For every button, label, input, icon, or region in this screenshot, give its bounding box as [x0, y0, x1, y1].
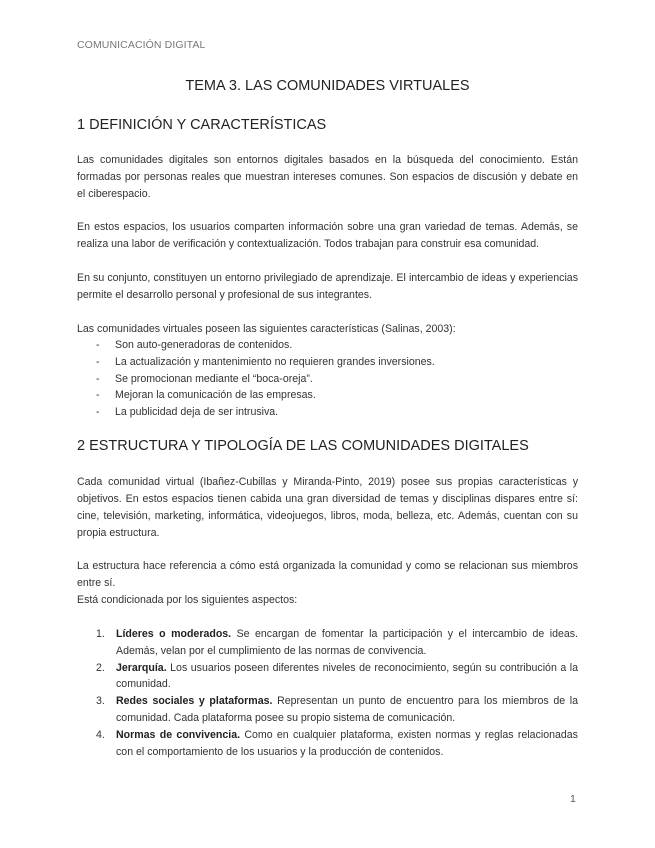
running-header: COMUNICACIÓN DIGITAL	[77, 39, 206, 51]
list-item	[77, 337, 578, 354]
section-2-paragraph-3: Está condicionada por los siguientes aspectos:	[77, 594, 298, 606]
numbered-item	[77, 626, 578, 660]
section-2-heading: 2 ESTRUCTURA Y TIPOLOGÍA DE LAS COMUNIDADES DIGITALES	[77, 438, 529, 454]
bullet-dash: -	[96, 372, 100, 385]
numbered-item	[77, 727, 578, 761]
numbered-item	[77, 693, 578, 727]
structure-aspects-list	[77, 626, 578, 760]
characteristics-list	[77, 337, 578, 421]
section-1-paragraph-4: Las comunidades virtuales poseen las siguientes características (Salinas, 2003):	[77, 323, 456, 335]
list-item-text: La actualización y mantenimiento no requieren grandes inversiones.	[115, 355, 435, 368]
item-number: 4.	[96, 728, 105, 741]
bullet-dash: -	[96, 406, 100, 419]
item-number: 3.	[96, 695, 105, 708]
section-2-paragraph-2: La estructura hace referencia a cómo está organizada la comunidad y como se relacionan sus miembros entre sí.	[77, 560, 578, 589]
section-2-paragraph-1: Cada comunidad virtual (Ibañez-Cubillas y Miranda-Pinto, 2019) posee sus propias características y objetivos. En estos espacios tienen cabida una gran diversidad de temas y disciplinas dispares entre sí: cine, televisión, marketing, informática, videojuegos, libros, moda, belleza, etc. Además, cuentan con su propia estructura.	[77, 476, 578, 539]
list-item	[77, 404, 578, 421]
item-number: 1.	[96, 628, 105, 640]
list-item	[77, 354, 578, 371]
section-1-paragraph-1: Las comunidades digitales son entornos digitales basados en la búsqueda del conocimiento. Están formadas por personas reales que muestran intereses comunes. Son espacios de discusión y debate en el ciberespacio.	[77, 154, 578, 200]
section-1-paragraph-3: En su conjunto, constituyen un entorno privilegiado de aprendizaje. El intercambio de ideas y experiencias permite el desarrollo personal y profesional de sus integrantes.	[77, 272, 578, 301]
bullet-dash: -	[96, 389, 100, 402]
document-title: TEMA 3. LAS COMUNIDADES VIRTUALES	[185, 78, 470, 94]
item-term: Redes sociales y plataformas.	[116, 695, 273, 708]
item-text: Se encargan de fomentar la participación y el intercambio de ideas. Además, velan por el cumplimiento de las normas de convivencia.	[116, 628, 578, 657]
list-item-text: La publicidad deja de ser intrusiva.	[115, 406, 279, 419]
list-item-text: Se promocionan mediante el “boca-oreja”.	[115, 372, 313, 385]
item-term: Jerarquía.	[116, 661, 167, 674]
item-text: Representan un punto de encuentro para los miembros de la comunidad. Cada plataforma posee su propio sistema de comunicación.	[116, 695, 578, 724]
item-text: Como en cualquier plataforma, existen normas y reglas relacionadas con el comportamiento de los usuarios y la producción de contenidos.	[116, 728, 578, 758]
list-item	[77, 371, 578, 388]
item-number: 2.	[96, 661, 105, 674]
section-1-paragraph-2: En estos espacios, los usuarios comparten información sobre una gran variedad de temas. Además, se realiza una labor de verificación y contextualización. Todos trabajan para construir esa comunidad.	[77, 221, 578, 250]
bullet-dash: -	[96, 339, 100, 351]
item-text: Los usuarios poseen diferentes niveles de reconocimiento, según su contribución a la comunidad.	[116, 661, 578, 691]
section-1-heading: 1 DEFINICIÓN Y CARACTERÍSTICAS	[77, 117, 327, 133]
list-item-text: Son auto-generadoras de contenidos.	[115, 339, 293, 351]
list-item-text: Mejoran la comunicación de las empresas.	[115, 389, 316, 402]
bullet-dash: -	[96, 355, 100, 368]
list-item	[77, 387, 578, 404]
numbered-item	[77, 660, 578, 694]
page-number: 1	[570, 793, 576, 805]
item-term: Normas de convivencia.	[116, 728, 241, 741]
item-term: Líderes o moderados.	[116, 628, 232, 640]
